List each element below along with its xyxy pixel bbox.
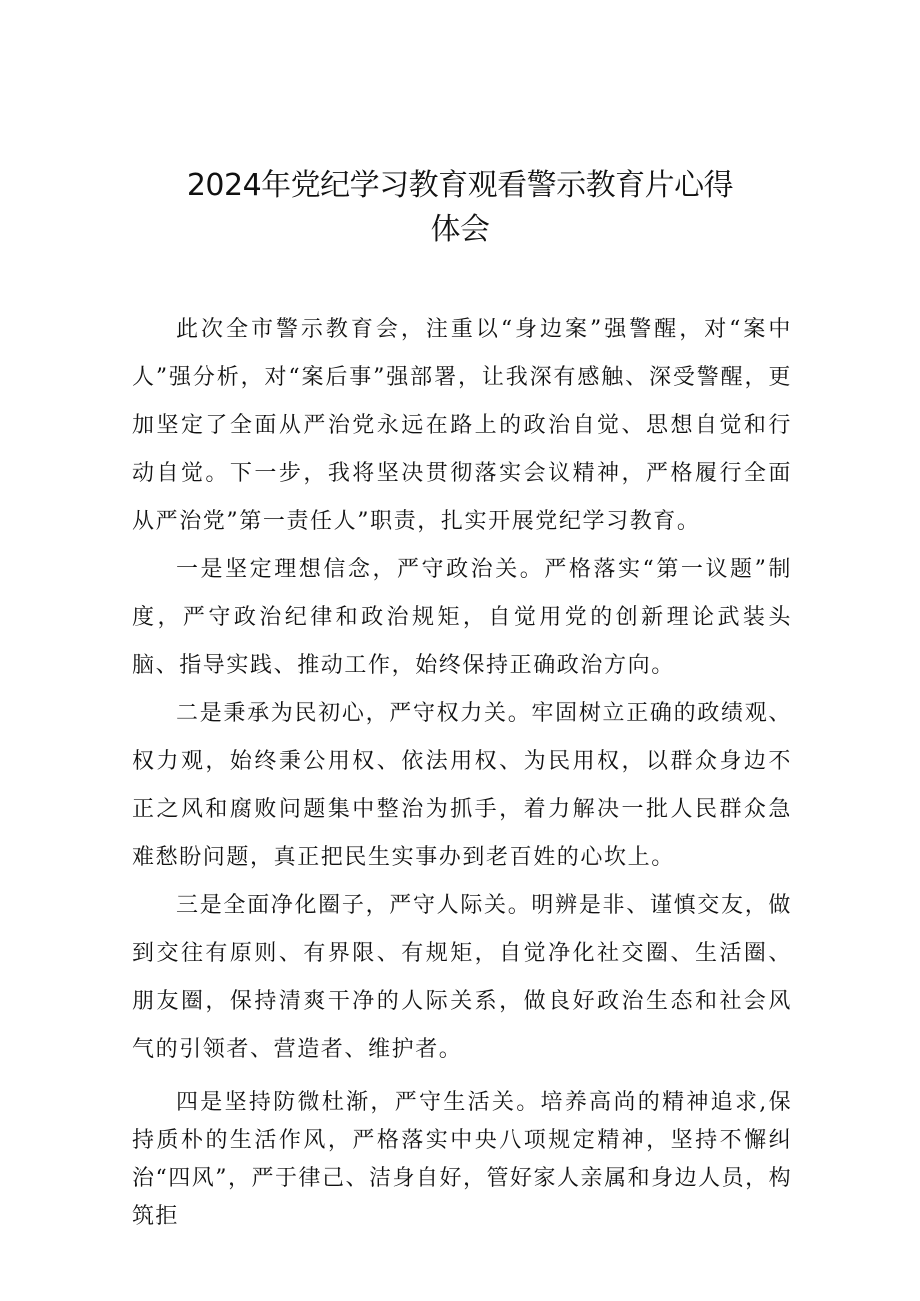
title-line-1: 2024年党纪学习教育观看警示教育片心得 <box>186 168 734 203</box>
paragraph-life: 四是坚持防微杜渐，严守生活关。培养高尚的精神追求,保持质朴的生活作风，严格落实中央八项规定精神，坚持不懈纠治“四风”，严于律己、洁身自好，管好家人亲属和身边人员，构筑拒 <box>132 1090 792 1229</box>
paragraph-power: 二是秉承为民初心，严守权力关。牢固树立正确的政绩观、权力观，始终秉公用权、依法用权、为民用权，以群众身边不正之风和腐败问题集中整治为抓手，着力解决一批人民群众急难愁盼问题，真正把民生实事办到老百姓的心坎上。 <box>132 701 792 870</box>
paragraph-political: 一是坚定理想信念，严守政治关。严格落实“第一议题”制度，严守政治纪律和政治规矩，自觉用党的创新理论武装头脑、指导实践、推动工作，始终保持正确政治方向。 <box>132 557 792 678</box>
document-body <box>132 306 792 1236</box>
paragraph-intro: 此次全市警示教育会，注重以“身边案”强警醒，对“案中人”强分析，对“案后事”强部署，让我深有感触、深受警醒，更加坚定了全面从严治党永远在路上的政治自觉、思想自觉和行动自觉。下一步，我将坚决贯彻落实会议精神，严格履行全面从严治党”第一责任人”职责，扎实开展党纪学习教育。 <box>132 317 792 534</box>
paragraph-relations: 三是全面净化圈子，严守人际关。明辨是非、谨慎交友，做到交往有原则、有界限、有规矩，自觉净化社交圈、生活圈、朋友圈，保持清爽干净的人际关系，做良好政治生态和社会风气的引领者、营造者、维护者。 <box>132 893 792 1062</box>
document-title <box>120 164 800 252</box>
title-line-2: 体会 <box>430 212 490 247</box>
